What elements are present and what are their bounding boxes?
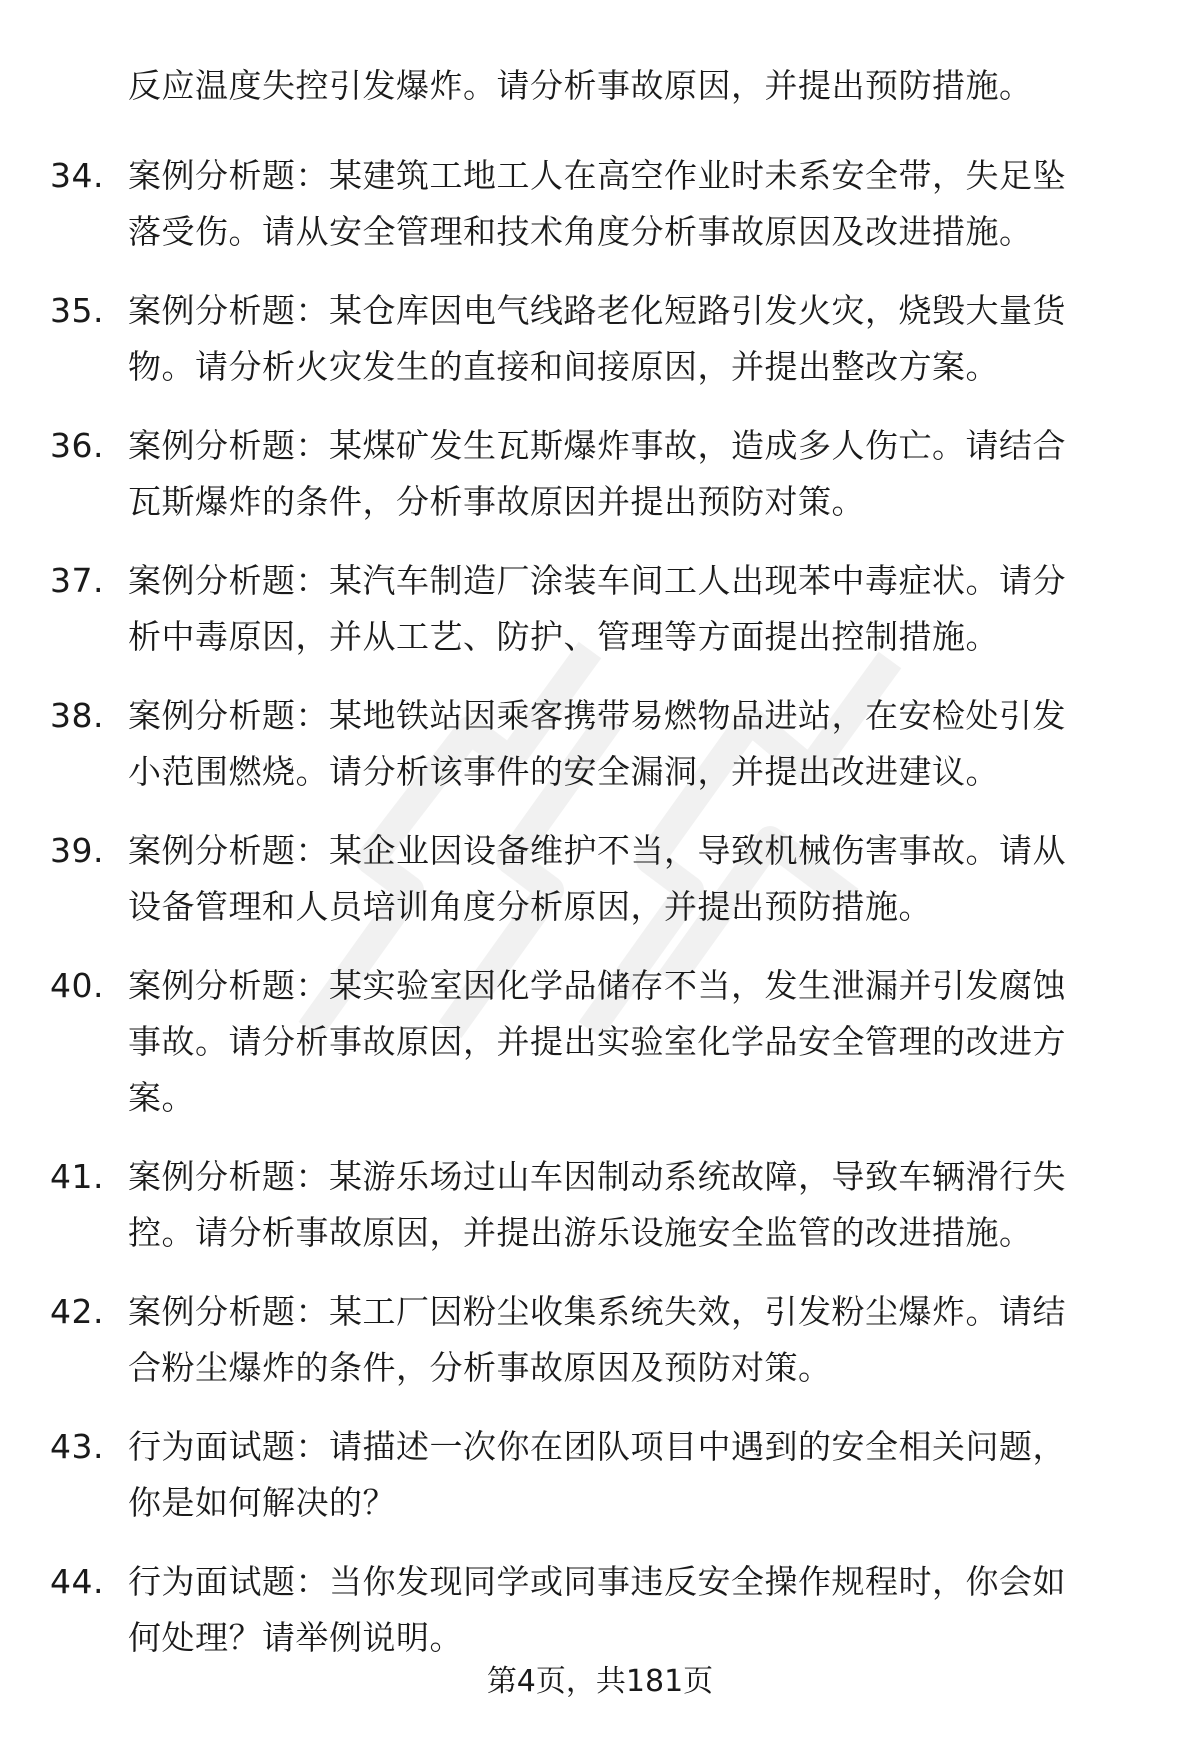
question-line: 案例分析题：某仓库因电气线路老化短路引发火灾，烧毁大量货 [128,291,1066,330]
question-item-44 [50,1554,1150,1666]
question-line: 行为面试题：当你发现同学或同事违反安全操作规程时，你会如 [128,1562,1066,1601]
question-line: 你是如何解决的？ [128,1483,396,1522]
question-line: 案。 [128,1078,195,1117]
question-item-37 [50,553,1150,665]
question-line: 案例分析题：某游乐场过山车因制动系统故障，导致车辆滑行失 [128,1157,1066,1196]
question-line: 案例分析题：某煤矿发生瓦斯爆炸事故，造成多人伤亡。请结合 [128,426,1066,465]
continued-question-text: 反应温度失控引发爆炸。请分析事故原因，并提出预防措施。 [128,66,1033,105]
question-item-40 [50,958,1150,1126]
question-number: 38. [50,696,104,735]
page-number-footer: 第4页，共181页 [486,1664,714,1699]
question-number: 42. [50,1292,104,1331]
question-line: 案例分析题：某建筑工地工人在高空作业时未系安全带，失足坠 [128,156,1066,195]
question-line: 案例分析题：某工厂因粉尘收集系统失效，引发粉尘爆炸。请结 [128,1292,1066,1331]
question-number: 34. [50,156,104,195]
question-number: 37. [50,561,104,600]
question-number: 35. [50,291,104,330]
question-line: 控。请分析事故原因，并提出游乐设施安全监管的改进措施。 [128,1213,1033,1252]
question-line: 合粉尘爆炸的条件，分析事故原因及预防对策。 [128,1348,832,1387]
question-line: 案例分析题：某企业因设备维护不当，导致机械伤害事故。请从 [128,831,1066,870]
question-item-35 [50,283,1150,395]
question-number: 41. [50,1157,104,1196]
question-item-41 [50,1149,1150,1261]
question-number: 36. [50,426,104,465]
question-text [128,553,1150,665]
question-line: 落受伤。请从安全管理和技术角度分析事故原因及改进措施。 [128,212,1033,251]
question-text [128,283,1150,395]
question-item-34 [50,148,1150,260]
question-number: 40. [50,966,104,1005]
question-line: 设备管理和人员培训角度分析原因，并提出预防措施。 [128,887,932,926]
question-item-43 [50,1419,1150,1531]
question-text [128,1284,1150,1396]
question-item-38 [50,688,1150,800]
question-text [128,1554,1150,1666]
question-list [50,148,1150,1689]
question-line: 案例分析题：某地铁站因乘客携带易燃物品进站，在安检处引发 [128,696,1066,735]
question-line: 行为面试题：请描述一次你在团队项目中遇到的安全相关问题， [128,1427,1066,1466]
question-number: 43. [50,1427,104,1466]
question-item-42 [50,1284,1150,1396]
question-text [128,688,1150,800]
question-line: 瓦斯爆炸的条件，分析事故原因并提出预防对策。 [128,482,865,521]
question-text [128,1419,1150,1531]
question-line: 何处理？请举例说明。 [128,1618,463,1657]
question-text [128,1149,1150,1261]
question-text [128,148,1150,260]
question-item-39 [50,823,1150,935]
question-text [128,418,1150,530]
question-text [128,823,1150,935]
question-line: 物。请分析火灾发生的直接和间接原因，并提出整改方案。 [128,347,999,386]
question-line: 案例分析题：某实验室因化学品储存不当，发生泄漏并引发腐蚀 [128,966,1066,1005]
question-number: 39. [50,831,104,870]
question-item-36 [50,418,1150,530]
question-text [128,958,1150,1126]
question-line: 析中毒原因，并从工艺、防护、管理等方面提出控制措施。 [128,617,999,656]
question-line: 事故。请分析事故原因，并提出实验室化学品安全管理的改进方 [128,1022,1066,1061]
question-number: 44. [50,1562,104,1601]
question-line: 小范围燃烧。请分析该事件的安全漏洞，并提出改进建议。 [128,752,999,791]
question-line: 案例分析题：某汽车制造厂涂装车间工人出现苯中毒症状。请分 [128,561,1066,600]
